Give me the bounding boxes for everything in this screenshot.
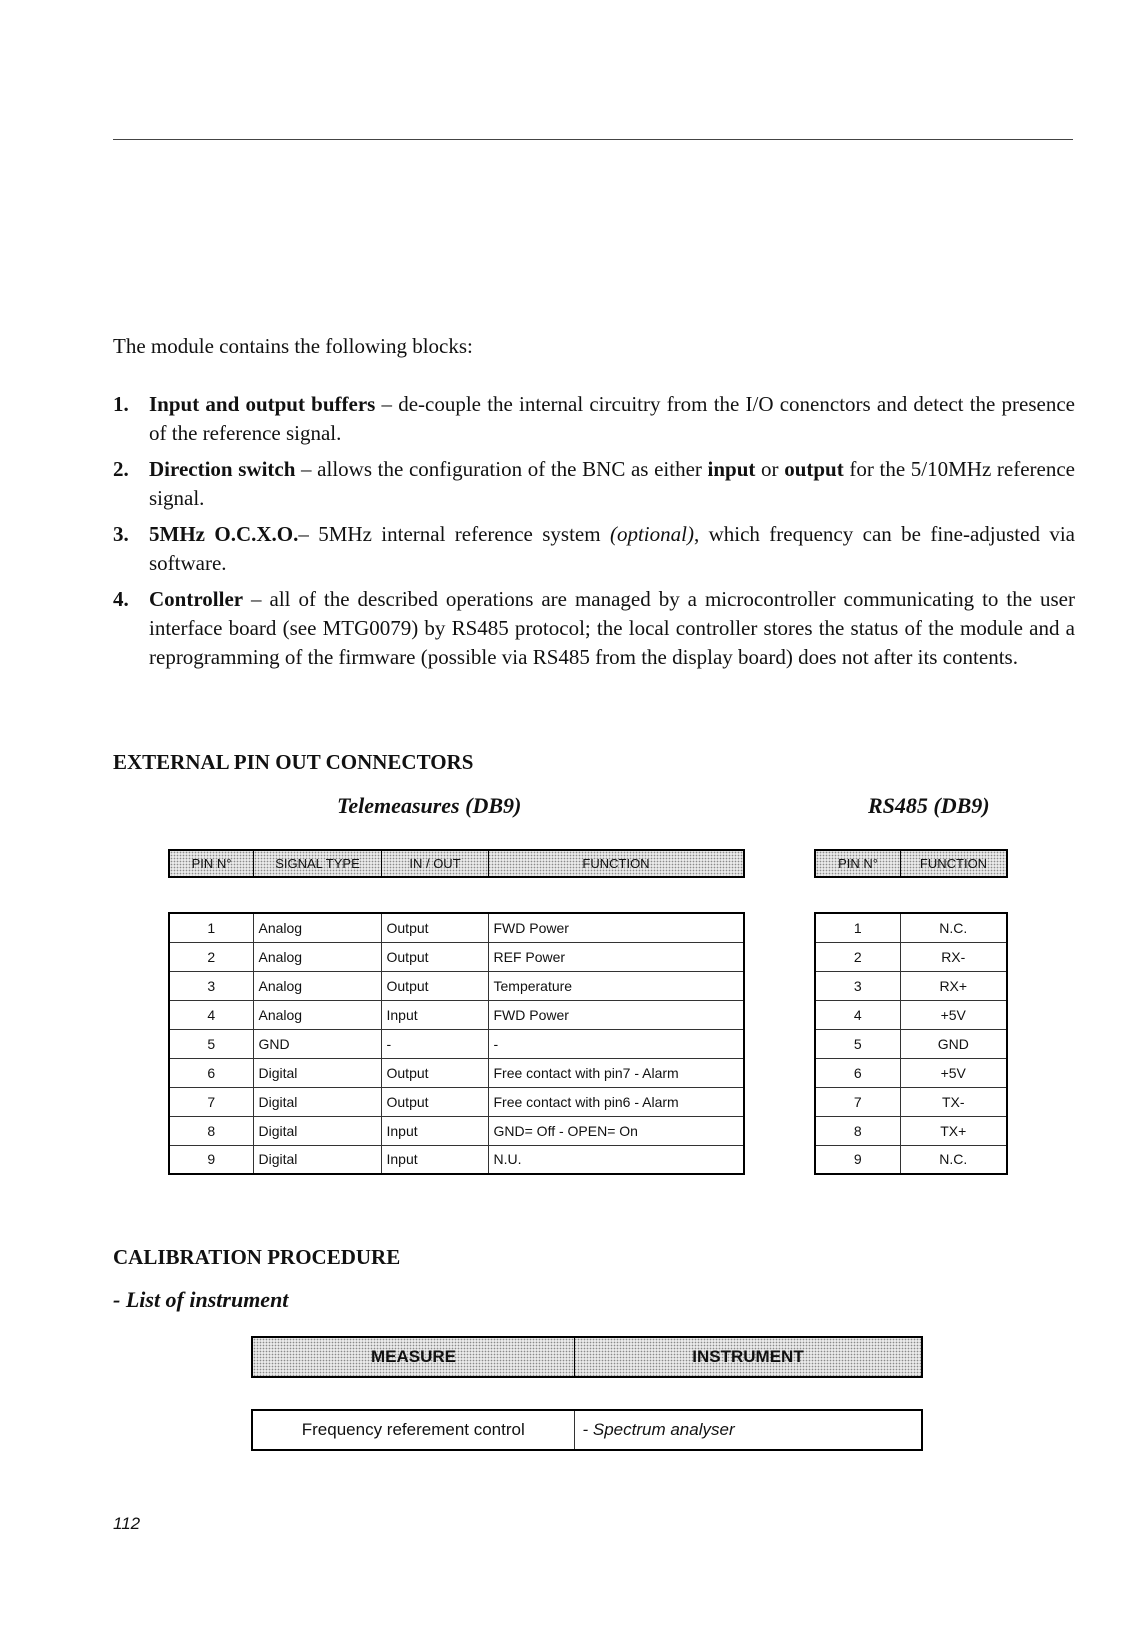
- item-number: 1.: [113, 392, 129, 416]
- table-cell: 2: [169, 942, 253, 971]
- item-text: for the 5/10MHz reference signal.: [149, 457, 1076, 510]
- item-title: 5MHz O.C.X.O.: [149, 522, 299, 546]
- table-cell: Temperature: [488, 971, 744, 1000]
- table-cell: 6: [815, 1058, 900, 1087]
- table-cell: -: [381, 1029, 488, 1058]
- table-row: [169, 971, 744, 1000]
- table-row: [169, 1000, 744, 1029]
- rs485-table: [814, 912, 1008, 1175]
- table-cell: 1: [815, 913, 900, 942]
- table-cell: 9: [169, 1145, 253, 1174]
- table-row: [815, 1000, 1007, 1029]
- item-text: , which frequency can be fine-adjusted via software.: [149, 522, 1075, 575]
- table-row: [815, 1029, 1007, 1058]
- item-number: 4.: [113, 587, 129, 611]
- table-cell: 6: [169, 1058, 253, 1087]
- table-row: [169, 1029, 744, 1058]
- item-bold-input: input: [707, 457, 756, 481]
- intro-text: The module contains the following blocks:: [113, 334, 473, 358]
- table-cell: Digital: [253, 1145, 381, 1174]
- rs485-title: RS485 (DB9): [868, 793, 990, 818]
- table-row: [815, 942, 1007, 971]
- table-cell: GND: [900, 1029, 1007, 1058]
- table-cell: 7: [169, 1087, 253, 1116]
- table-cell: Output: [381, 971, 488, 1000]
- table-cell: Input: [381, 1145, 488, 1174]
- list-item: [113, 520, 1075, 578]
- table-cell: N.U.: [488, 1145, 744, 1174]
- table-cell: RX-: [900, 942, 1007, 971]
- telemeasures-header: [168, 849, 745, 878]
- table-cell: TX-: [900, 1087, 1007, 1116]
- table-cell: FWD Power: [488, 1000, 744, 1029]
- table-cell: Output: [381, 913, 488, 942]
- instrument-cell: - Spectrum analyser: [574, 1410, 922, 1450]
- item-number: 2.: [113, 457, 129, 481]
- instrument-header: [251, 1336, 923, 1378]
- table-cell: REF Power: [488, 942, 744, 971]
- table-row: [169, 1087, 744, 1116]
- table-cell: 3: [169, 971, 253, 1000]
- table-cell: N.C.: [900, 1145, 1007, 1174]
- table-cell: 2: [815, 942, 900, 971]
- table-cell: Analog: [253, 971, 381, 1000]
- page-number: 112: [113, 1514, 141, 1533]
- item-title: Input and output buffers: [149, 392, 376, 416]
- table-cell: +5V: [900, 1000, 1007, 1029]
- table-cell: 5: [815, 1029, 900, 1058]
- item-text: – 5MHz internal reference system: [298, 522, 610, 546]
- table-cell: Free contact with pin7 - Alarm: [488, 1058, 744, 1087]
- table-cell: 8: [815, 1116, 900, 1145]
- table-cell: 4: [815, 1000, 900, 1029]
- list-item: [113, 455, 1075, 513]
- table-cell: -: [488, 1029, 744, 1058]
- instrument-list-title: - List of instrument: [113, 1287, 289, 1312]
- header-cell: FUNCTION: [582, 856, 650, 871]
- table-row: [815, 971, 1007, 1000]
- table-cell: FWD Power: [488, 913, 744, 942]
- table-cell: Free contact with pin6 - Alarm: [488, 1087, 744, 1116]
- table-cell: Digital: [253, 1087, 381, 1116]
- item-title: Controller: [149, 587, 244, 611]
- list-item: [113, 390, 1075, 448]
- table-row: [815, 913, 1007, 942]
- table-row: [252, 1410, 922, 1450]
- header-cell: IN / OUT: [382, 851, 489, 876]
- rs485-header: [814, 849, 1008, 878]
- table-row: [169, 942, 744, 971]
- table-cell: RX+: [900, 971, 1007, 1000]
- table-cell: 9: [815, 1145, 900, 1174]
- table-cell: Digital: [253, 1058, 381, 1087]
- header-cell: PIN N°: [170, 851, 254, 876]
- table-row: [815, 1087, 1007, 1116]
- header-cell: MEASURE: [253, 1338, 575, 1376]
- header-cell: INSTRUMENT: [692, 1347, 804, 1366]
- item-bold-output: output: [784, 457, 844, 481]
- instrument-table: [251, 1409, 923, 1451]
- table-row: [169, 913, 744, 942]
- table-cell: Input: [381, 1000, 488, 1029]
- table-cell: +5V: [900, 1058, 1007, 1087]
- table-cell: 7: [815, 1087, 900, 1116]
- header-cell: PIN N°: [816, 851, 901, 876]
- item-text: or: [755, 457, 785, 481]
- section-heading-pinout: EXTERNAL PIN OUT CONNECTORS: [113, 750, 474, 774]
- table-cell: TX+: [900, 1116, 1007, 1145]
- table-cell: Input: [381, 1116, 488, 1145]
- top-rule: [113, 139, 1073, 140]
- item-italic: (optional): [609, 522, 694, 546]
- item-text: – de-couple the internal circuitry from the I/O conenctors and detect the presence of the reference signal.: [149, 392, 1076, 445]
- table-cell: 1: [169, 913, 253, 942]
- section-heading-calibration: CALIBRATION PROCEDURE: [113, 1245, 401, 1269]
- measure-cell: Frequency referement control: [252, 1410, 574, 1450]
- table-cell: Output: [381, 1087, 488, 1116]
- table-cell: N.C.: [900, 913, 1007, 942]
- header-cell: SIGNAL TYPE: [254, 851, 382, 876]
- item-number: 3.: [113, 522, 129, 546]
- table-cell: Output: [381, 1058, 488, 1087]
- table-cell: 5: [169, 1029, 253, 1058]
- table-cell: Analog: [253, 942, 381, 971]
- table-row: [815, 1116, 1007, 1145]
- table-row: [815, 1058, 1007, 1087]
- header-cell: FUNCTION: [919, 856, 988, 871]
- table-row: [169, 1058, 744, 1087]
- table-cell: 8: [169, 1116, 253, 1145]
- block-list: [113, 390, 1075, 679]
- table-cell: GND: [253, 1029, 381, 1058]
- table-row: [169, 1145, 744, 1174]
- list-item: [113, 585, 1075, 672]
- table-row: [169, 1116, 744, 1145]
- table-cell: 4: [169, 1000, 253, 1029]
- item-text: – allows the configuration of the BNC as either: [295, 457, 708, 481]
- table-cell: 3: [815, 971, 900, 1000]
- table-row: [815, 1145, 1007, 1174]
- item-text: – all of the described operations are managed by a microcontroller communicating to the user interface board (see MTG0079) by RS485 protocol; the local controller stores the status of the module and a reprogramming of the firmware (possible via RS485 from the display board) does not after its contents.: [149, 587, 1075, 669]
- table-cell: Digital: [253, 1116, 381, 1145]
- table-cell: Analog: [253, 913, 381, 942]
- table-cell: Analog: [253, 1000, 381, 1029]
- telemeasures-table: [168, 912, 745, 1175]
- item-title: Direction switch: [149, 457, 296, 481]
- table-cell: Output: [381, 942, 488, 971]
- table-cell: GND= Off - OPEN= On: [488, 1116, 744, 1145]
- telemeasures-title: Telemeasures (DB9): [337, 793, 522, 818]
